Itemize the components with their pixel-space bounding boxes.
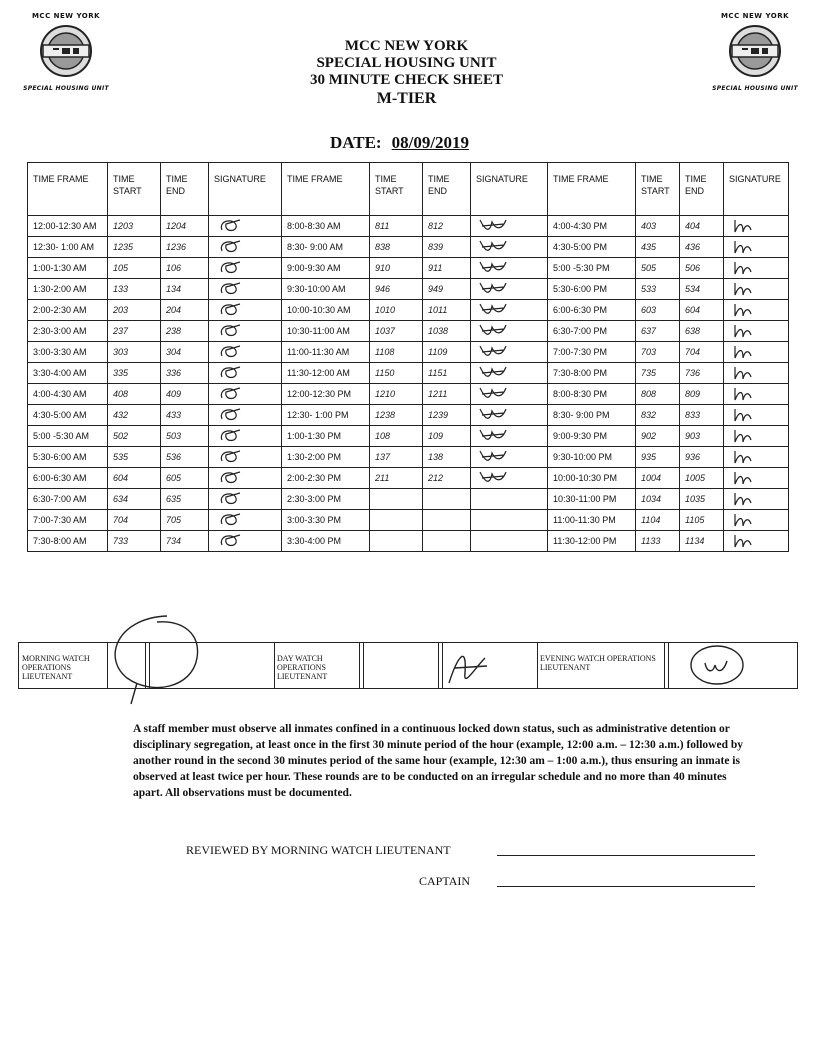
time-start-cell[interactable]: 211 [370,468,423,489]
initials-scribble [729,405,763,423]
table-row [28,426,789,447]
time-start-cell[interactable]: 432 [108,405,161,426]
time-frame-cell: 12:30- 1:00 PM [282,405,370,426]
time-frame-cell: 12:00-12:30 PM [282,384,370,405]
col-header: TIME END [680,163,724,216]
col-header: TIME FRAME [282,163,370,216]
signature-cell[interactable] [209,363,282,384]
initials-scribble [729,342,763,360]
time-start-cell[interactable]: 1108 [370,342,423,363]
table-row [28,510,789,531]
time-frame-cell: 2:00-2:30 PM [282,468,370,489]
time-frame-cell: 12:30- 1:00 AM [28,237,108,258]
signature-cell[interactable] [471,405,548,426]
reviewed-by-label: REVIEWED BY MORNING WATCH LIEUTENANT [186,843,451,857]
time-frame-cell: 7:00-7:30 AM [28,510,108,531]
time-frame-cell: 8:30- 9:00 PM [548,405,636,426]
signature-cell[interactable] [209,237,282,258]
time-start-cell[interactable]: 535 [108,447,161,468]
check-table-body [28,216,789,552]
time-frame-cell: 10:00-10:30 PM [548,468,636,489]
time-end-cell[interactable]: 503 [161,426,209,447]
col-header: TIME FRAME [28,163,108,216]
initials-scribble [729,426,763,444]
time-end-cell[interactable]: 911 [423,258,471,279]
time-start-cell[interactable]: 105 [108,258,161,279]
signature-cell[interactable] [724,363,789,384]
morning-signature-scribble [97,608,207,708]
time-frame-cell: 4:00-4:30 PM [548,216,636,237]
time-start-cell[interactable]: 902 [636,426,680,447]
title-line-2: SPECIAL HOUSING UNIT [316,55,497,71]
signature-cell[interactable] [724,468,789,489]
initials-scribble [214,426,248,444]
time-frame-cell: 7:30-8:00 PM [548,363,636,384]
signature-cell[interactable] [471,489,548,510]
time-start-cell[interactable]: 735 [636,363,680,384]
signature-cell[interactable] [724,279,789,300]
signature-cell[interactable] [724,531,789,552]
time-frame-cell: 4:30-5:00 PM [548,237,636,258]
initials-scribble [729,384,763,402]
time-end-cell[interactable]: 134 [161,279,209,300]
time-start-cell[interactable]: 1133 [636,531,680,552]
time-end-cell[interactable]: 212 [423,468,471,489]
initials-scribble [214,468,248,486]
time-end-cell[interactable]: 833 [680,405,724,426]
time-end-cell[interactable]: 1151 [423,363,471,384]
time-frame-cell: 5:00 -5:30 PM [548,258,636,279]
time-start-cell[interactable]: 604 [108,468,161,489]
initials-scribble [214,279,248,297]
initials-scribble [729,489,763,507]
time-end-cell[interactable]: 809 [680,384,724,405]
time-frame-cell: 2:00-2:30 AM [28,300,108,321]
signature-cell[interactable] [209,342,282,363]
time-start-cell[interactable]: 1104 [636,510,680,531]
logo-top-text: MCC NEW YORK [720,12,790,20]
signature-cell[interactable] [471,342,548,363]
time-frame-cell: 6:30-7:00 PM [548,321,636,342]
logo-bottom-text: SPECIAL HOUSING UNIT [23,85,109,92]
time-end-cell[interactable]: 605 [161,468,209,489]
signature-cell[interactable] [724,426,789,447]
time-frame-cell: 7:00-7:30 PM [548,342,636,363]
time-start-cell[interactable]: 502 [108,426,161,447]
time-start-cell[interactable]: 108 [370,426,423,447]
document-title [0,38,813,109]
time-start-cell[interactable]: 811 [370,216,423,237]
time-start-cell[interactable]: 838 [370,237,423,258]
initials-scribble [476,363,510,381]
time-frame-cell: 3:30-4:00 PM [282,531,370,552]
table-row [28,342,789,363]
table-row [28,363,789,384]
initials-scribble [214,363,248,381]
col-header: TIME FRAME [548,163,636,216]
time-end-cell[interactable]: 1011 [423,300,471,321]
time-end-cell[interactable]: 839 [423,237,471,258]
initials-scribble [476,258,510,276]
time-start-cell[interactable]: 1238 [370,405,423,426]
time-start-cell[interactable]: 435 [636,237,680,258]
morning-watch-cell [19,643,108,688]
signature-cell[interactable] [471,321,548,342]
time-start-cell[interactable]: 733 [108,531,161,552]
time-end-cell[interactable]: 736 [680,363,724,384]
time-frame-cell: 2:30-3:00 AM [28,321,108,342]
signature-cell[interactable] [471,468,548,489]
initials-scribble [729,531,763,549]
time-end-cell[interactable]: 536 [161,447,209,468]
signature-cell[interactable] [209,384,282,405]
table-row [28,300,789,321]
time-frame-cell: 9:30-10:00 PM [548,447,636,468]
signature-cell[interactable] [209,426,282,447]
signature-cell[interactable] [724,258,789,279]
time-end-cell[interactable]: 1109 [423,342,471,363]
time-start-cell[interactable]: 637 [636,321,680,342]
time-frame-cell: 6:30-7:00 AM [28,489,108,510]
time-start-cell[interactable]: 133 [108,279,161,300]
time-end-cell[interactable]: 903 [680,426,724,447]
time-frame-cell: 9:00-9:30 AM [282,258,370,279]
table-row [28,384,789,405]
signature-cell[interactable] [724,216,789,237]
time-start-cell[interactable]: 505 [636,258,680,279]
time-end-cell[interactable]: 1236 [161,237,209,258]
time-start-cell[interactable]: 137 [370,447,423,468]
time-frame-cell: 4:00-4:30 AM [28,384,108,405]
signature-cell[interactable] [209,321,282,342]
time-start-cell[interactable]: 303 [108,342,161,363]
time-frame-cell: 11:00-11:30 PM [548,510,636,531]
signature-cell[interactable] [724,321,789,342]
time-frame-cell: 10:30-11:00 AM [282,321,370,342]
initials-scribble [214,321,248,339]
time-start-cell[interactable]: 1034 [636,489,680,510]
time-start-cell[interactable]: 910 [370,258,423,279]
time-end-cell[interactable]: 936 [680,447,724,468]
time-end-cell[interactable]: 1038 [423,321,471,342]
time-end-cell[interactable]: 1239 [423,405,471,426]
signature-cell[interactable] [471,384,548,405]
time-end-cell[interactable]: 604 [680,300,724,321]
initials-scribble [729,300,763,318]
time-end-cell[interactable]: 1211 [423,384,471,405]
col-header: SIGNATURE [209,163,282,216]
time-start-cell[interactable]: 703 [636,342,680,363]
signature-cell[interactable] [209,279,282,300]
signature-cell[interactable] [209,216,282,237]
initials-scribble [729,510,763,528]
initials-scribble [214,237,248,255]
time-end-cell[interactable]: 138 [423,447,471,468]
time-frame-cell: 12:00-12:30 AM [28,216,108,237]
time-end-cell[interactable]: 949 [423,279,471,300]
evening-signature-scribble [687,643,747,688]
initials-scribble [476,426,510,444]
signature-cell[interactable] [209,258,282,279]
signature-cell[interactable] [724,405,789,426]
signature-cell[interactable] [209,531,282,552]
time-start-cell[interactable]: 603 [636,300,680,321]
reviewed-by-signature-line[interactable] [497,855,755,856]
signature-cell[interactable] [471,510,548,531]
time-end-cell[interactable]: 734 [161,531,209,552]
time-frame-cell: 2:30-3:00 PM [282,489,370,510]
time-end-cell[interactable]: 705 [161,510,209,531]
time-end-cell[interactable]: 436 [680,237,724,258]
initials-scribble [214,384,248,402]
time-end-cell[interactable]: 635 [161,489,209,510]
signature-cell[interactable] [209,510,282,531]
time-end-cell[interactable] [423,531,471,552]
signature-cell[interactable] [209,447,282,468]
time-frame-cell: 1:00-1:30 AM [28,258,108,279]
time-end-cell[interactable]: 1105 [680,510,724,531]
time-frame-cell: 6:00-6:30 AM [28,468,108,489]
initials-scribble [476,384,510,402]
time-end-cell[interactable] [423,489,471,510]
time-end-cell[interactable]: 812 [423,216,471,237]
initials-scribble [729,363,763,381]
captain-label: CAPTAIN [419,874,471,888]
time-start-cell[interactable]: 335 [108,363,161,384]
col-header: TIME START [108,163,161,216]
signature-cell[interactable] [471,216,548,237]
time-frame-cell: 9:30-10:00 AM [282,279,370,300]
time-start-cell[interactable]: 704 [108,510,161,531]
col-header: SIGNATURE [724,163,789,216]
morning-watch-label: MORNING WATCH OPERATIONS LIEUTENANT [22,654,90,681]
table-header-row [28,163,789,216]
time-end-cell[interactable]: 1134 [680,531,724,552]
table-row [28,279,789,300]
table-row [28,216,789,237]
signature-cell[interactable] [724,384,789,405]
signature-cell[interactable] [471,300,548,321]
evening-watch-label: EVENING WATCH OPERATIONS LIEUTENANT [540,654,656,672]
check-sheet-table [27,162,789,552]
signature-cell[interactable] [209,300,282,321]
signature-cell[interactable] [471,426,548,447]
initials-scribble [729,321,763,339]
initials-scribble [214,258,248,276]
time-end-cell[interactable]: 1005 [680,468,724,489]
time-end-cell[interactable]: 506 [680,258,724,279]
time-start-cell[interactable]: 1004 [636,468,680,489]
table-row [28,489,789,510]
col-header: TIME START [636,163,680,216]
watch-signature-row [18,642,798,689]
time-end-cell[interactable]: 638 [680,321,724,342]
time-start-cell[interactable]: 203 [108,300,161,321]
initials-scribble [476,447,510,465]
signature-cell[interactable] [209,468,282,489]
initials-scribble [729,237,763,255]
initials-scribble [729,258,763,276]
time-start-cell[interactable]: 935 [636,447,680,468]
time-start-cell[interactable]: 1235 [108,237,161,258]
time-frame-cell: 10:30-11:00 PM [548,489,636,510]
time-start-cell[interactable] [370,510,423,531]
time-end-cell[interactable]: 336 [161,363,209,384]
time-end-cell[interactable] [423,510,471,531]
time-end-cell[interactable]: 304 [161,342,209,363]
time-start-cell[interactable]: 403 [636,216,680,237]
initials-scribble [214,300,248,318]
initials-scribble [729,216,763,234]
time-end-cell[interactable]: 1204 [161,216,209,237]
initials-scribble [476,279,510,297]
date-value[interactable]: 08/09/2019 [391,133,470,152]
initials-scribble [476,216,510,234]
time-start-cell[interactable]: 832 [636,405,680,426]
time-start-cell[interactable] [370,489,423,510]
initials-scribble [476,405,510,423]
signature-cell[interactable] [724,447,789,468]
date-line [0,133,813,153]
time-start-cell[interactable] [370,531,423,552]
initials-scribble [214,405,248,423]
time-end-cell[interactable]: 433 [161,405,209,426]
time-start-cell[interactable]: 946 [370,279,423,300]
signature-cell[interactable] [471,447,548,468]
initials-scribble [214,489,248,507]
time-end-cell[interactable]: 238 [161,321,209,342]
day-watch-signature[interactable] [363,643,439,688]
initials-scribble [476,468,510,486]
signature-cell[interactable] [209,405,282,426]
time-frame-cell: 11:30-12:00 AM [282,363,370,384]
time-frame-cell: 5:30-6:00 AM [28,447,108,468]
time-end-cell[interactable]: 109 [423,426,471,447]
day-signature-scribble [437,638,497,693]
time-start-cell[interactable]: 1010 [370,300,423,321]
logo-bottom-text: SPECIAL HOUSING UNIT [712,85,798,92]
time-end-cell[interactable]: 704 [680,342,724,363]
initials-scribble [214,531,248,549]
date-label: DATE: [329,133,382,152]
initials-scribble [729,447,763,465]
time-frame-cell: 11:00-11:30 AM [282,342,370,363]
table-row [28,468,789,489]
initials-scribble [476,321,510,339]
time-end-cell[interactable]: 106 [161,258,209,279]
time-start-cell[interactable]: 237 [108,321,161,342]
time-frame-cell: 11:30-12:00 PM [548,531,636,552]
time-frame-cell: 5:30-6:00 PM [548,279,636,300]
time-start-cell[interactable]: 1203 [108,216,161,237]
instructions-paragraph: A staff member must observe all inmates confined in a continuous locked down status, such as administrative detention or disciplinary segregation, at least once in the first 30 minute period of the hour (example, 12:00 a.m. – 12:30 a.m.) followed by another round in the second 30 minutes period of the same hour (example, 12:30 am – 1:00 a.m.), thus ensuring an inmate is observed at least twice per hour. These rounds are to be conducted on an irregular schedule and no more than 40 minutes apart. All observations must be documented. [133,723,743,799]
signature-cell[interactable] [471,258,548,279]
signature-cell[interactable] [724,510,789,531]
time-end-cell[interactable]: 1035 [680,489,724,510]
time-frame-cell: 1:30-2:00 AM [28,279,108,300]
day-watch-label: DAY WATCH OPERATIONS LIEUTENANT [277,654,328,681]
time-start-cell[interactable]: 408 [108,384,161,405]
day-watch-cell [274,643,360,688]
initials-scribble [476,237,510,255]
signature-cell[interactable] [471,531,548,552]
table-row [28,405,789,426]
time-end-cell[interactable]: 409 [161,384,209,405]
initials-scribble [214,216,248,234]
captain-signature-line[interactable] [497,886,755,887]
signature-cell[interactable] [724,342,789,363]
time-end-cell[interactable]: 534 [680,279,724,300]
initials-scribble [729,279,763,297]
time-start-cell[interactable]: 1037 [370,321,423,342]
time-frame-cell: 7:30-8:00 AM [28,531,108,552]
table-row [28,447,789,468]
signature-cell[interactable] [471,237,548,258]
time-frame-cell: 5:00 -5:30 AM [28,426,108,447]
time-frame-cell: 1:30-2:00 PM [282,447,370,468]
signature-cell[interactable] [471,363,548,384]
initials-scribble [214,510,248,528]
tier-label: M-TIER [376,90,437,107]
time-frame-cell: 3:00-3:30 PM [282,510,370,531]
time-start-cell[interactable]: 1150 [370,363,423,384]
initials-scribble [214,342,248,360]
time-start-cell[interactable]: 533 [636,279,680,300]
time-frame-cell: 3:00-3:30 AM [28,342,108,363]
evening-watch-cell [537,643,665,688]
time-end-cell[interactable]: 204 [161,300,209,321]
initials-scribble [476,342,510,360]
col-header: TIME START [370,163,423,216]
initials-scribble [729,468,763,486]
col-header: TIME END [161,163,209,216]
signature-cell[interactable] [724,300,789,321]
time-frame-cell: 4:30-5:00 AM [28,405,108,426]
col-header: TIME END [423,163,471,216]
signature-cell[interactable] [724,237,789,258]
table-row [28,531,789,552]
col-header: SIGNATURE [471,163,548,216]
title-line-1: MCC NEW YORK [344,38,469,54]
time-frame-cell: 8:00-8:30 PM [548,384,636,405]
logo-top-text: MCC NEW YORK [31,12,101,20]
time-frame-cell: 10:00-10:30 AM [282,300,370,321]
time-frame-cell: 9:00-9:30 PM [548,426,636,447]
time-end-cell[interactable]: 404 [680,216,724,237]
initials-scribble [476,300,510,318]
table-row [28,321,789,342]
time-start-cell[interactable]: 808 [636,384,680,405]
time-start-cell[interactable]: 634 [108,489,161,510]
time-frame-cell: 8:00-8:30 AM [282,216,370,237]
signature-cell[interactable] [209,489,282,510]
signature-cell[interactable] [471,279,548,300]
time-frame-cell: 3:30-4:00 AM [28,363,108,384]
time-frame-cell: 1:00-1:30 PM [282,426,370,447]
time-frame-cell: 8:30- 9:00 AM [282,237,370,258]
initials-scribble [214,447,248,465]
table-row [28,258,789,279]
signature-cell[interactable] [724,489,789,510]
title-line-3: 30 MINUTE CHECK SHEET [310,72,503,88]
table-row [28,237,789,258]
time-frame-cell: 6:00-6:30 PM [548,300,636,321]
time-start-cell[interactable]: 1210 [370,384,423,405]
